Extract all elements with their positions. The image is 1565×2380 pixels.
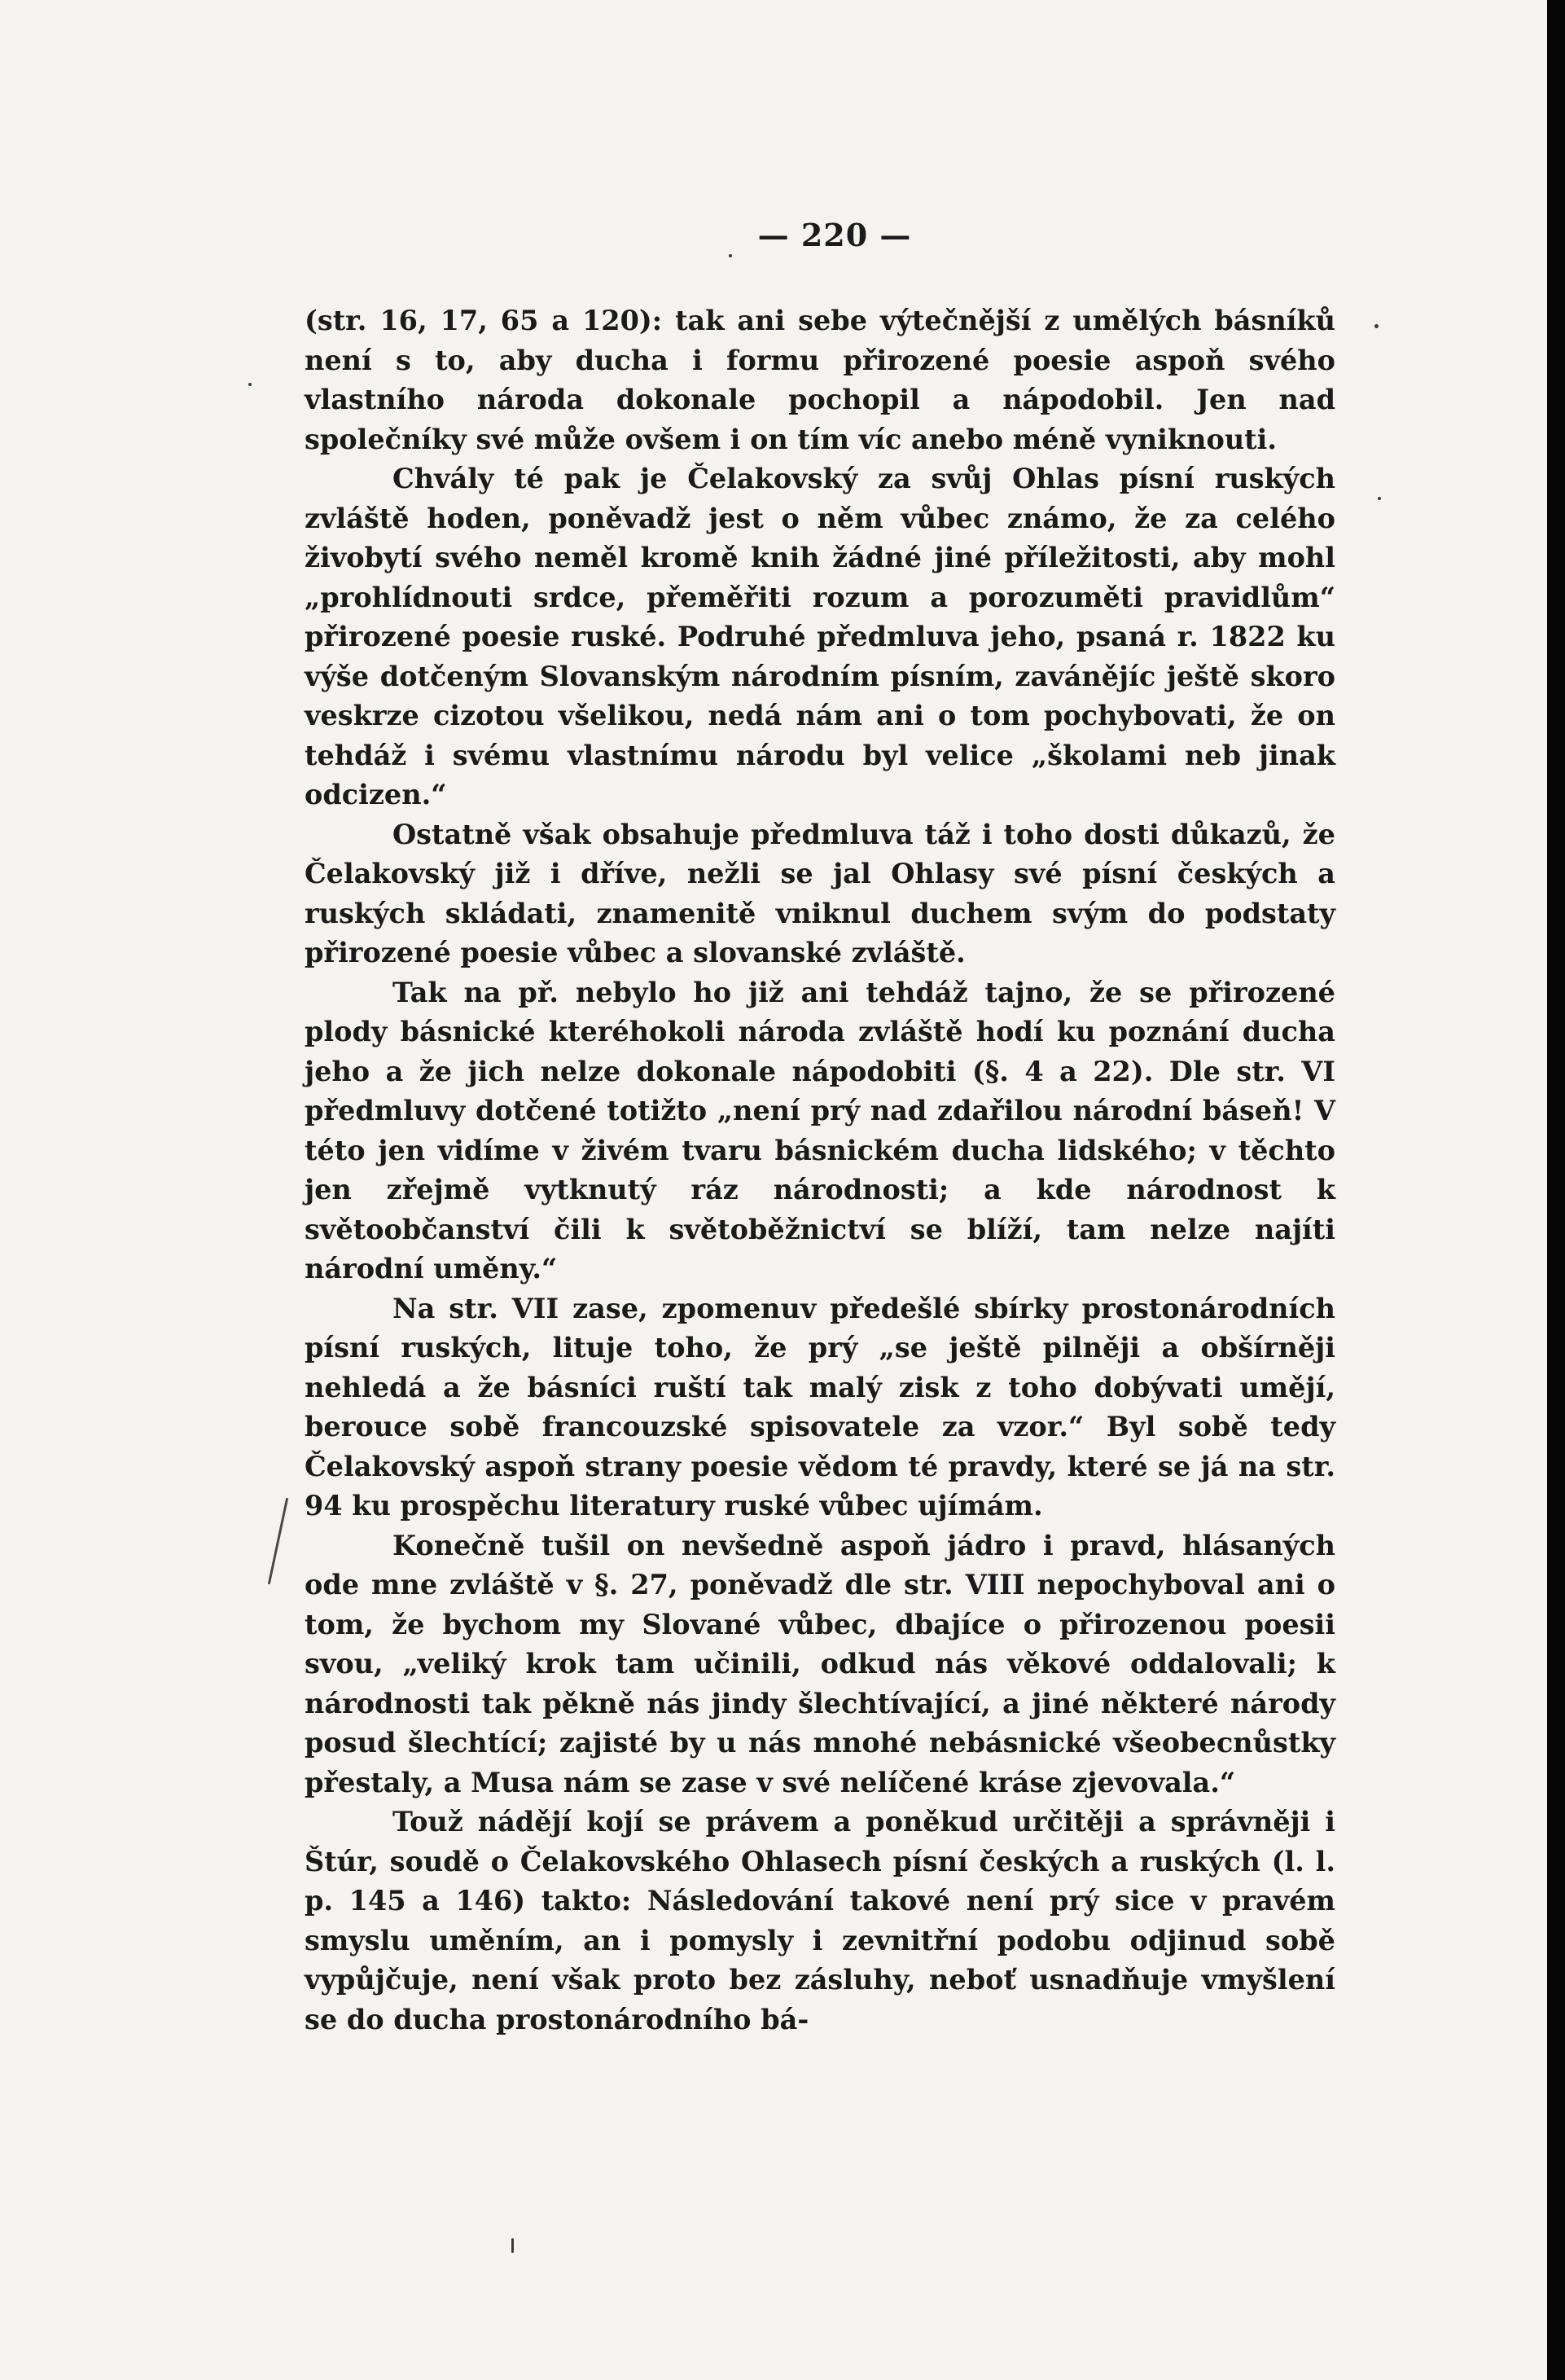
- paragraph-5: Na str. VII zase, zpomenuv předešlé sbírky prostonárodních písní ruských, lituje toho, že prý „se ještě pilněji a obšírněji nehledá a že básníci ruští tak malý zisk z toho dobývati umějí, berouce sobě francouzské spisovatele za vzor.“ Byl sobě tedy Čelakovský aspoň strany poesie vědom té pravdy, které se já na str. 94 ku prospěchu literatury ruské vůbec ujímám.: [305, 1292, 1335, 1522]
- dust-speck: [511, 2238, 514, 2253]
- body-text: [305, 301, 1335, 2040]
- dust-speck: [248, 383, 252, 386]
- pencil-margin-mark: [268, 1498, 288, 1584]
- scan-edge: [1547, 0, 1565, 2380]
- paragraph-4: Tak na př. nebylo ho již ani tehdáž tajno, že se přirozené plody básnické kteréhokoli národa zvláště hodí ku poznání ducha jeho a že jich nelze dokonale nápodobiti (§. 4 a 22). Dle str. VI předmluvy dotčené totižto „není prý nad zdařilou národní báseň! V této jen vidíme v živém tvaru básnickém ducha lidského; v těchto jen zřejmě vytknutý ráz národnosti; a kde národnost k světoobčanství čili k světoběžnictví se blíží, tam nelze najíti národní uměny.“: [305, 976, 1335, 1284]
- paragraph-6: Konečně tušil on nevšedně aspoň jádro i pravd, hlásaných ode mne zvláště v §. 27, poněvadž dle str. VIII nepochyboval ani o tom, že bychom my Slované vůbec, dbajíce o přirozenou poesii svou, „veliký krok tam učinili, odkud nás věkové oddalovali; k národnosti tak pěkně nás jindy šlechtívající, a jiné některé národy posud šlechtící; zajisté by u nás mnohé nebásnické všeobecnůstky přestaly, a Musa nám se zase v své nelíčené kráse zjevovala.“: [305, 1529, 1335, 1798]
- page-number: — 220 —: [757, 217, 912, 253]
- dust-speck: [1374, 324, 1379, 328]
- dust-speck: [729, 254, 732, 257]
- paragraph-3: Ostatně však obsahuje předmluva táž i toho dosti důkazů, že Čelakovský již i dříve, nežli se jal Ohlasy své písní českých a ruských skládati, znamenitě vniknul duchem svým do podstaty přirozené poesie vůbec a slovanské zvláště.: [305, 818, 1335, 968]
- dust-speck: [1378, 497, 1381, 500]
- paragraph-2: Chvály té pak je Čelakovský za svůj Ohlas písní ruských zvláště hoden, poněvadž jest o něm vůbec známo, že za celého živobytí svého neměl kromě knih žádné jiné příležitosti, aby mohl „prohlídnouti srdce, přeměřiti rozum a porozuměti pravidlům“ přirozené poesie ruské. Podruhé předmluva jeho, psaná r. 1822 ku výše dotčeným Slovanským národním písním, zavánějíc ještě skoro veskrze cizotou všelikou, nedá nám ani o tom pochybovati, že on tehdáž i svému vlastnímu národu byl velice „školami neb jinak odcizen.“: [305, 463, 1335, 810]
- paragraph-1: (str. 16, 17, 65 a 120): tak ani sebe výtečnější z umělých básníků není s to, aby ducha i formu přirozené poesie aspoň svého vlastního národa dokonale pochopil a nápodobil. Jen nad společníky své může ovšem i on tím víc anebo méně vyniknouti.: [305, 305, 1335, 455]
- paragraph-7: Touž nádějí kojí se právem a poněkud určitěji a správněji i Štúr, soudě o Čelakovského Ohlasech písní českých a ruských (l. l. p. 145 a 146) takto: Následování takové není prý sice v pravém smyslu uměním, an i pomysly i zevnitřní podobu odjinud sobě vypůjčuje, není však proto bez zásluhy, neboť usnadňuje vmyšlení se do ducha prostonárodního bá-: [305, 1806, 1335, 2035]
